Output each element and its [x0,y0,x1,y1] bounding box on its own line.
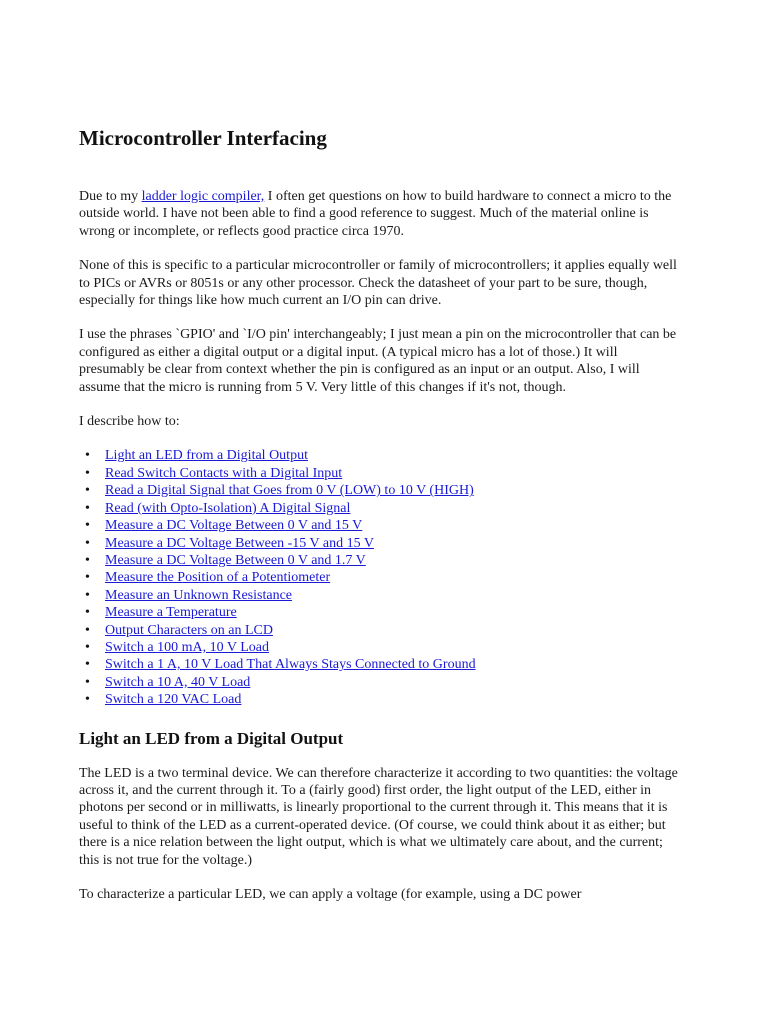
toc-link[interactable]: Read Switch Contacts with a Digital Input [105,465,343,481]
intro-paragraph [79,188,679,240]
toc-link[interactable]: Switch a 1 A, 10 V Load That Always Stays Connected to Ground [105,657,476,673]
table-of-contents [79,447,679,708]
toc-link[interactable]: Light an LED from a Digital Output [105,448,308,464]
toc-link[interactable]: Switch a 10 A, 40 V Load [105,674,251,690]
led-paragraph-1: The LED is a two terminal device. We can therefore characterize it according to two quantities: the voltage across it, and the current through it. To a (fairly good) first order, the light output of the LED, either in photons per second or in milliwatts, is linearly proportional to the current through it. This means that it is useful to think of the LED as a current-operated device. (Of course, we could think about it as either; but there is a nice relation between the light output, which is what we ultimately care about, and the current; this is not true for the voltage.) [79,765,678,868]
bullet-icon: • [85,587,90,603]
toc-link[interactable]: Switch a 120 VAC Load [105,692,242,708]
toc-item [85,552,679,569]
bullet-icon: • [85,535,90,551]
bullet-icon: • [85,639,90,655]
toc-item [85,447,679,464]
toc-item [85,691,679,708]
toc-item [85,587,679,604]
toc-link[interactable]: Measure a DC Voltage Between -15 V and 15 V [105,535,374,551]
ladder-logic-compiler-link[interactable]: ladder logic compiler, [141,189,265,204]
toc-link[interactable]: Measure a Temperature [105,605,237,621]
generic-paragraph: None of this is specific to a particular microcontroller or family of microcontrollers; it applies equally well to PICs or AVRs or 8051s or any other processor. Check the datasheet of your part to be sure, though, especially for things like how much current an I/O pin can drive. [79,258,677,309]
toc-link[interactable]: Output Characters on an LCD [105,622,273,638]
toc-link[interactable]: Read (with Opto-Isolation) A Digital Signal [105,500,351,516]
document-page [79,124,679,920]
toc-item [85,500,679,517]
bullet-icon: • [85,570,90,586]
toc-item [85,656,679,673]
intro-prefix: Due to my [79,189,142,204]
toc-item [85,517,679,534]
toc-link[interactable]: Measure a DC Voltage Between 0 V and 15 V [105,518,363,534]
toc-item [85,674,679,691]
bullet-icon: • [85,674,90,690]
toc-item [85,569,679,586]
toc-item [85,482,679,499]
bullet-icon: • [85,448,90,464]
bullet-icon: • [85,692,90,708]
led-paragraph-2: To characterize a particular LED, we can apply a voltage (for example, using a DC power [79,887,582,902]
describe-paragraph: I describe how to: [79,414,180,430]
toc-link[interactable]: Measure the Position of a Potentiometer [105,570,331,586]
bullet-icon: • [85,465,90,481]
bullet-icon: • [85,622,90,638]
toc-item [85,622,679,639]
toc-item [85,535,679,552]
bullet-icon: • [85,605,90,621]
bullet-icon: • [85,552,90,568]
toc-item [85,604,679,621]
page-title: Microcontroller Interfacing [79,126,327,150]
section-heading-led: Light an LED from a Digital Output [79,728,344,748]
bullet-icon: • [85,483,90,499]
toc-item [85,639,679,656]
intro-suffix: I often get questions on how to build hardware to connect a micro to the outside world. I have not been able to find a good reference to suggest. Much of the material online is wrong or incomplete, or reflects good practice circa 1970. [79,189,672,239]
bullet-icon: • [85,500,90,516]
bullet-icon: • [85,518,90,534]
toc-item [85,465,679,482]
toc-link[interactable]: Read a Digital Signal that Goes from 0 V (LOW) to 10 V (HIGH) [105,483,474,499]
toc-link[interactable]: Switch a 100 mA, 10 V Load [105,639,269,655]
bullet-icon: • [85,657,90,673]
gpio-paragraph: I use the phrases `GPIO' and `I/O pin' interchangeably; I just mean a pin on the microcontroller that can be configured as either a digital output or a digital input. (A typical micro has a lot of those.) It will presumably be clear from context whether the pin is configured as an input or an output. Also, I will assume that the micro is running from 5 V. Very little of this changes if it's not, though. [79,327,677,395]
toc-link[interactable]: Measure a DC Voltage Between 0 V and 1.7 V [105,552,366,568]
toc-link[interactable]: Measure an Unknown Resistance [105,587,293,603]
